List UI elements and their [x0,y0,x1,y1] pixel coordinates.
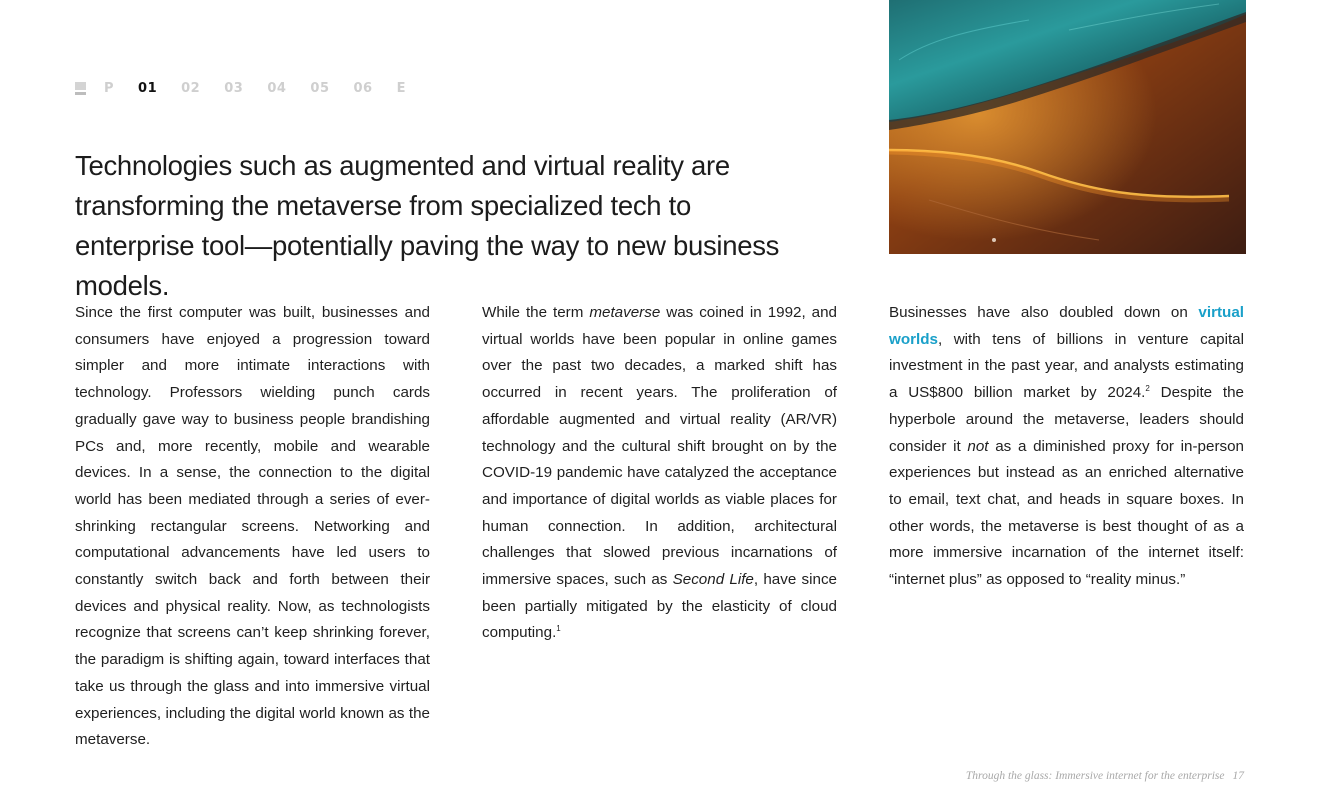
footer-title: Through the glass: Immersive internet for the enterprise [965,770,1225,782]
col2-em-metaverse: metaverse [589,304,661,321]
col3-em-not: not [967,437,989,455]
virtual-worlds-link[interactable]: virtual worlds [889,304,1244,348]
footnote-ref-1[interactable]: 1 [556,624,561,634]
col3-text-b: , with tens of billions in venture capital investment in the past year, and analysts estimating a US$800 billion market by 2024. [889,330,1244,402]
nav-item-03[interactable]: 03 [224,80,244,96]
nav-item-06[interactable]: 06 [353,80,373,96]
footnote-ref-2[interactable]: 2 [1145,384,1150,394]
col2-text-b: was coined in 1992, and virtual worlds have been popular in online games over the past two decades, a marked shift has occurred in recent years. The proliferation of affordable augmented and virtual reality (AR/VR) technology and the cultural shift brought on by the COVID-19 pandemic have catalyzed the acceptance and importance of digital worlds as viable places for human connection. In addition, architectural challenges that slowed previous incarnations of immersive spaces, such as [482,304,838,589]
hero-image [889,0,1246,254]
body-column-1 [75,300,430,754]
col2-text-c: , have since been partially mitigated by the elasticity of cloud computing. [482,571,837,642]
page-number: 17 [1232,770,1244,782]
nav-item-e[interactable]: E [396,80,406,96]
nav-item-01[interactable]: 01 [138,80,158,96]
menu-icon[interactable] [75,82,86,95]
body-column-3 [889,300,1244,594]
col3-text-d: as a diminished proxy for in-person experiences but instead as an enriched alternative to email, text chat, and heads in square boxes. In other words, the metaverse is best thought of as a more immersive incarnation of the internet itself: “internet plus” as opposed to “reality minus.” [889,437,1244,589]
nav-item-p[interactable]: P [104,80,115,96]
col2-text-a: While the term [482,304,590,321]
nav-item-02[interactable]: 02 [181,80,201,96]
body-column-2 [482,300,837,647]
nav-item-05[interactable]: 05 [310,80,330,96]
col3-text-c: Despite the hyperbole around the metaverse, leaders should consider it [889,384,1244,455]
section-nav [75,79,430,97]
col3-text-a: Businesses have also doubled down on [889,304,1199,321]
col1-text: Since the first computer was built, businesses and consumers have enjoyed a progression toward simpler and more intimate interactions with technology. Professors wielding punch cards gradually gave way to business people brandishing PCs and, more recently, mobile and wearable devices. In a sense, the connection to the digital world has been mediated through a series of ever-shrinking rectangular screens. Networking and computational advancements have led users to constantly switch back and forth between their devices and physical reality. Now, as technologists recognize that screens can’t keep shrinking forever, the paradigm is shifting again, toward interfaces that take us through the glass and into immersive virtual experiences, including the digital world known as the metaverse. [75,304,430,749]
page-footer [966,770,1244,782]
col2-em-second-life: Second Life [672,571,754,589]
headline: Technologies such as augmented and virtual reality are transforming the metaverse from specialized tech to enterprise tool—potentially paving the way to new business models. [75,150,780,301]
nav-item-04[interactable]: 04 [267,80,287,96]
